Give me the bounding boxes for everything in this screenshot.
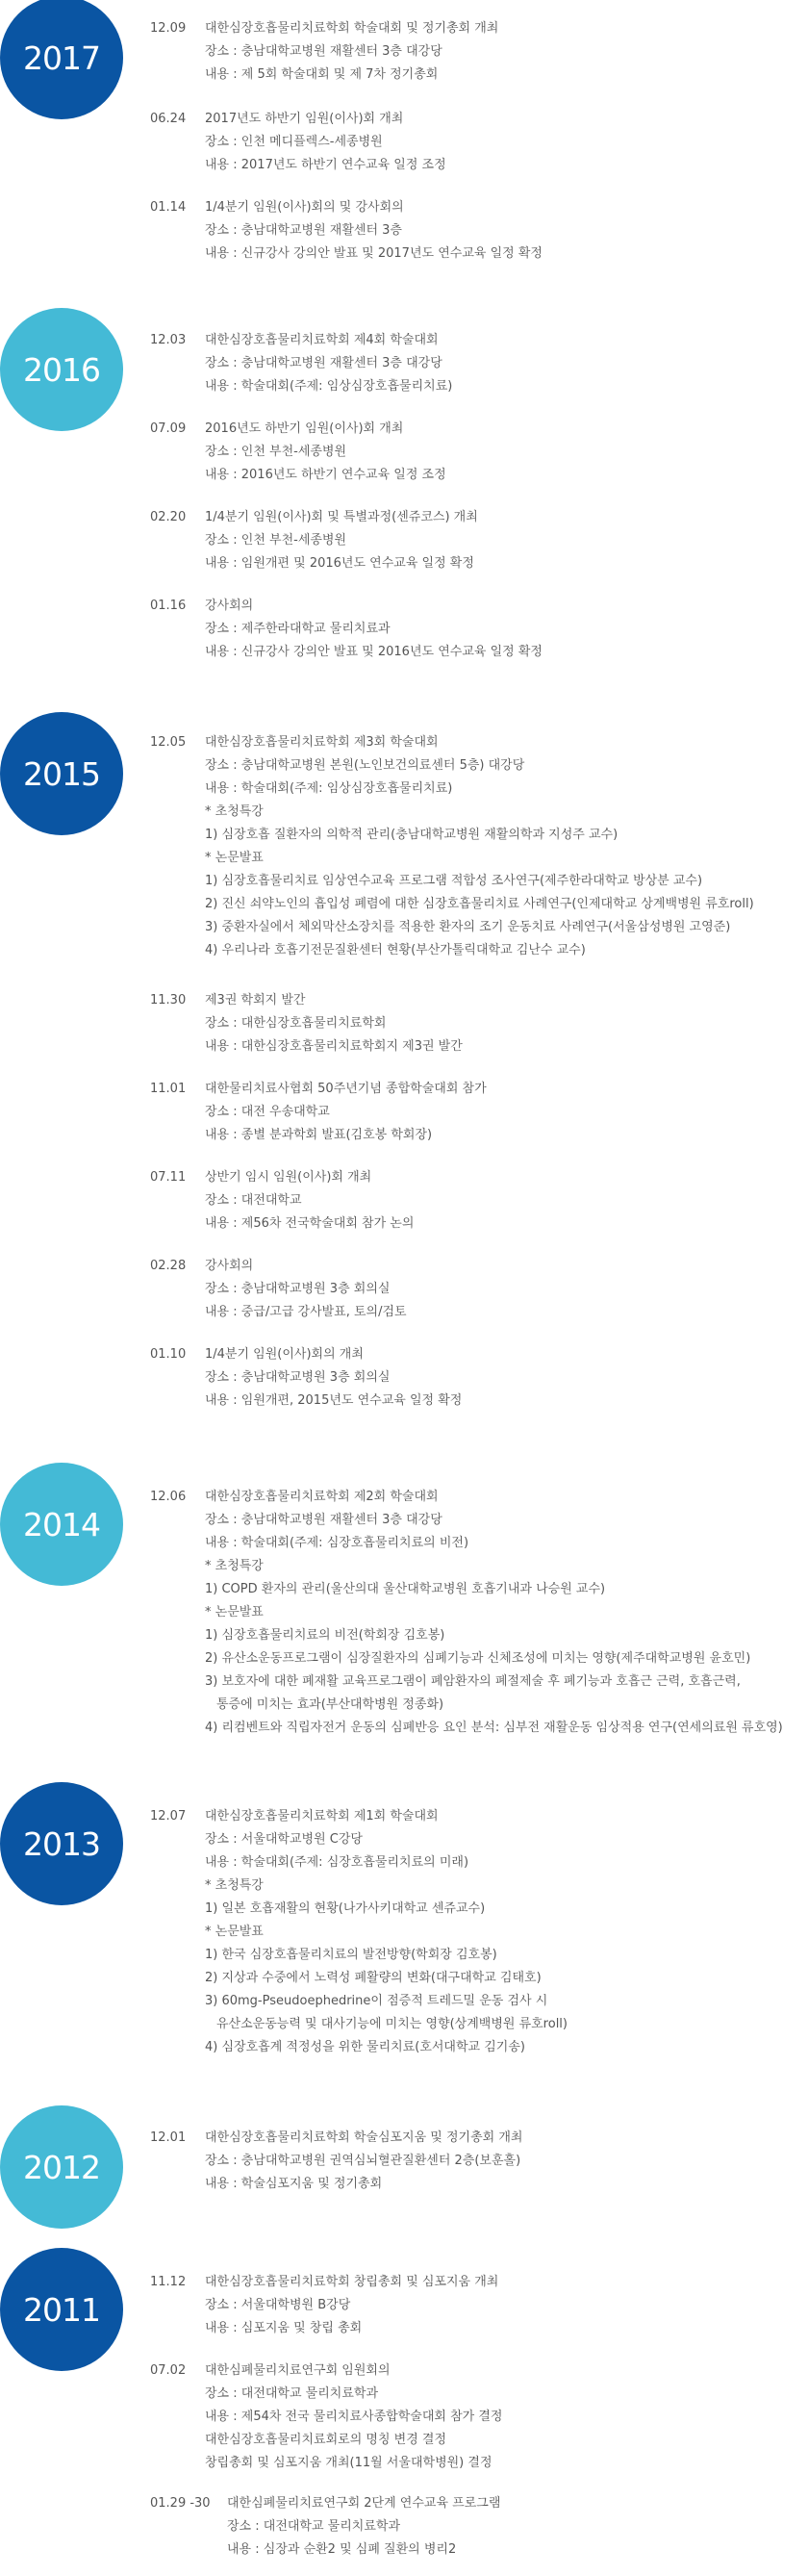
event-detail: 대한심장호흡물리치료회로의 명칭 변경 결정 [205,2433,446,2447]
event-date: 02.20 [150,510,187,524]
event-title: 대한심폐물리치료연구회 임원회의 [205,2363,391,2378]
event-content: 내용 : 종별 분과학회 발표(김호봉 학회장) [205,1128,433,1142]
event-date: 11.12 [150,2275,187,2289]
event-place: 장소 : 대한심장호흡물리치료학회 [205,1016,387,1031]
event-date: 07.09 [150,421,187,436]
year-badge-2017: 2017 [0,0,123,119]
event-place: 장소 : 인천 부천-세종병원 [205,533,347,548]
event-detail: 1) COPD 환자의 관리(울산의대 울산대학교병원 호흡기내과 나승원 교수) [205,1582,606,1596]
event-date: 06.24 [150,112,187,126]
event-content: 내용 : 2016년도 하반기 연수교육 일정 조정 [205,468,446,482]
event-place: 장소 : 충남대학교병원 재활센터 3층 [205,223,402,238]
event-detail: 1) 심장호흡물리치료의 비전(학회장 김호봉) [205,1628,445,1643]
event-date: 01.16 [150,599,187,613]
event-date: 12.03 [150,333,187,347]
event-content: 내용 : 임원개편, 2015년도 연수교육 일정 확정 [205,1393,463,1408]
event-content: 내용 : 학술대회(주제: 심장호흡물리치료의 미래) [205,1855,469,1870]
event-content: 내용 : 임원개편 및 2016년도 연수교육 일정 확정 [205,556,474,571]
year-badge-2014: 2014 [0,1463,123,1586]
event-content: 내용 : 심장과 순환2 및 심폐 질환의 병리2 [227,2542,457,2557]
event-title: 강사회의 [205,599,254,613]
event-title: 제3권 학회지 발간 [205,993,306,1007]
event-date: 11.01 [150,1082,187,1096]
event-place: 장소 : 충남대학교병원 3층 회의실 [205,1370,391,1385]
event-content: 내용 : 제54차 전국 물리치료사종합학술대회 참가 결정 [205,2410,503,2424]
year-badge-2012: 2012 [0,2105,123,2229]
year-badge-2016: 2016 [0,308,123,431]
event-detail: 1) 한국 심장호흡물리치료의 발전방향(학회장 김호봉) [205,1948,497,1962]
event-content: 내용 : 심포지움 및 창립 총회 [205,2321,363,2335]
event-title: 1/4분기 임원(이사)회 및 특별과정(센쥬코스) 개최 [205,510,478,524]
event-date: 12.06 [150,1490,187,1504]
event-place: 장소 : 충남대학교병원 3층 회의실 [205,1282,391,1296]
event-detail: 4) 리컴벤트와 직립자전거 운동의 심폐반응 요인 분석: 심부전 재활운동 임상적용 연구(연세의료원 류호영) [205,1721,783,1735]
event-title: 대한심장호흡물리치료학회 학술대회 및 정기총회 개최 [205,21,499,36]
event-detail: 2) 진신 쇠약노인의 흡입성 폐렴에 대한 심장호흡물리치료 사례연구(인제대학교 상계백병원 류호roll) [205,897,754,911]
event-content: 내용 : 학술대회(주제: 임상심장호흡물리치료) [205,379,453,394]
event-detail: 창립총회 및 심포지움 개최(11월 서울대학병원) 결정 [205,2456,492,2470]
event-detail: 1) 심장호흡물리치료 임상연수교육 프로그램 적합성 조사연구(제주한라대학교 방상분 교수) [205,874,703,888]
event-place: 장소 : 제주한라대학교 물리치료과 [205,622,391,636]
event-place: 장소 : 대전대학교 물리치료학과 [205,2386,379,2401]
event-content: 내용 : 신규강사 강의안 발표 및 2017년도 연수교육 일정 확정 [205,246,543,261]
event-section-heading: * 논문발표 [205,1925,264,1939]
event-date: 02.28 [150,1259,187,1273]
event-title: 2016년도 하반기 임원(이사)회 개최 [205,421,404,436]
event-detail: 유산소운동능력 및 대사기능에 미치는 영향(상계백병원 류호roll) [216,2017,568,2031]
event-section-heading: * 논문발표 [205,851,264,865]
event-content: 내용 : 중급/고급 강사발표, 토의/검토 [205,1305,407,1319]
event-date: 11.30 [150,993,187,1007]
event-place: 장소 : 대전 우송대학교 [205,1105,330,1119]
event-date: 07.02 [150,2363,187,2378]
event-date: 01.29 -30 [150,2496,211,2511]
event-date: 07.11 [150,1170,187,1185]
event-content: 내용 : 제56차 전국학술대회 참가 논의 [205,1216,415,1231]
event-place: 장소 : 대전대학교 [205,1193,302,1208]
event-detail: 1) 심장호흡 질환자의 의학적 관리(충남대학교병원 재활의학과 지성주 교수) [205,828,619,842]
event-detail: 1) 일본 호흡재활의 현황(나가사키대학교 센쥬교수) [205,1901,486,1916]
event-place: 장소 : 충남대학교병원 권역심뇌혈관질환센터 2층(보훈홀) [205,2154,521,2168]
event-date: 01.14 [150,200,187,215]
event-place: 장소 : 충남대학교병원 본원(노인보건의료센터 5층) 대강당 [205,758,525,773]
event-detail: 4) 심장호흡계 적정성을 위한 물리치료(호서대학교 김기송) [205,2040,525,2054]
event-title: 대한심장호흡물리치료학회 제4회 학술대회 [205,333,439,347]
event-detail: 통증에 미치는 효과(부산대학병원 정종화) [216,1697,444,1712]
event-content: 내용 : 학술심포지움 및 정기총회 [205,2177,383,2191]
event-title: 대한심장호흡물리치료학회 제1회 학술대회 [205,1809,439,1824]
event-place: 장소 : 서울대학병원 B강당 [205,2298,351,2312]
year-badge-2013: 2013 [0,1782,123,1905]
event-date: 12.07 [150,1809,187,1824]
event-place: 장소 : 대전대학교 물리치료학과 [227,2519,401,2534]
event-title: 상반기 임시 임원(이사)회 개최 [205,1170,372,1185]
event-section-heading: * 초청특강 [205,1559,264,1573]
event-date: 01.10 [150,1347,187,1362]
event-detail: 3) 60mg-Pseudoephedrine이 점증적 트레드밀 운동 검사 시 [205,1994,548,2008]
event-title: 대한심폐물리치료연구회 2단계 연수교육 프로그램 [227,2496,501,2511]
event-place: 장소 : 충남대학교병원 재활센터 3층 대강당 [205,44,442,59]
event-title: 1/4분기 임원(이사)회의 및 강사회의 [205,200,404,215]
event-content: 내용 : 제 5회 학술대회 및 제 7차 정기총회 [205,67,439,82]
event-title: 강사회의 [205,1259,254,1273]
event-place: 장소 : 인천 부천-세종병원 [205,445,347,459]
event-title: 대한심장호흡물리치료학회 학술심포지움 및 정기총회 개최 [205,2130,523,2145]
event-place: 장소 : 서울대학교병원 C강당 [205,1832,363,1847]
event-place: 장소 : 인천 메디플렉스-세종병원 [205,135,383,149]
event-section-heading: * 논문발표 [205,1605,264,1620]
event-content: 내용 : 2017년도 하반기 연수교육 일정 조정 [205,158,446,172]
event-place: 장소 : 충남대학교병원 재활센터 3층 대강당 [205,356,442,370]
year-badge-2015: 2015 [0,712,123,835]
event-detail: 3) 중환자실에서 체외막산소장치를 적용한 환자의 조기 운동치료 사례연구(서울삼성병원 고영준) [205,920,731,934]
event-title: 1/4분기 임원(이사)회의 개최 [205,1347,364,1362]
event-section-heading: * 초청특강 [205,1878,264,1893]
event-title: 대한심장호흡물리치료학회 제2회 학술대회 [205,1490,439,1504]
event-detail: 2) 유산소운동프로그램이 심장질환자의 심폐기능과 신체조성에 미치는 영향(제주대학교병원 윤호민) [205,1651,751,1666]
event-detail: 3) 보호자에 대한 폐재활 교육프로그램이 폐암환자의 폐절제술 후 폐기능과 호흡근 근력, 호흡근력, [205,1674,741,1689]
event-content: 내용 : 신규강사 강의안 발표 및 2016년도 연수교육 일정 확정 [205,645,543,659]
event-detail: 4) 우리나라 호흡기전문질환센터 현황(부산가톨릭대학교 김난수 교수) [205,943,586,957]
event-date: 12.09 [150,21,187,36]
event-title: 대한심장호흡물리치료학회 창립총회 및 심포지움 개최 [205,2275,499,2289]
year-badge-2011: 2011 [0,2248,123,2371]
event-date: 12.05 [150,735,187,750]
event-title: 대한물리치료사협회 50주년기념 종합학술대회 참가 [205,1082,487,1096]
event-content: 내용 : 학술대회(주제: 심장호흡물리치료의 비전) [205,1536,469,1550]
event-content: 내용 : 대한심장호흡물리치료학회지 제3권 발간 [205,1039,463,1054]
event-title: 대한심장호흡물리치료학회 제3회 학술대회 [205,735,439,750]
event-detail: 2) 지상과 수중에서 노력성 폐활량의 변화(대구대학교 김태호) [205,1971,542,1985]
event-date: 12.01 [150,2130,187,2145]
event-section-heading: * 초청특강 [205,804,264,819]
event-title: 2017년도 하반기 임원(이사)회 개최 [205,112,404,126]
event-content: 내용 : 학술대회(주제: 임상심장호흡물리치료) [205,781,453,796]
event-place: 장소 : 충남대학교병원 재활센터 3층 대강당 [205,1513,442,1527]
